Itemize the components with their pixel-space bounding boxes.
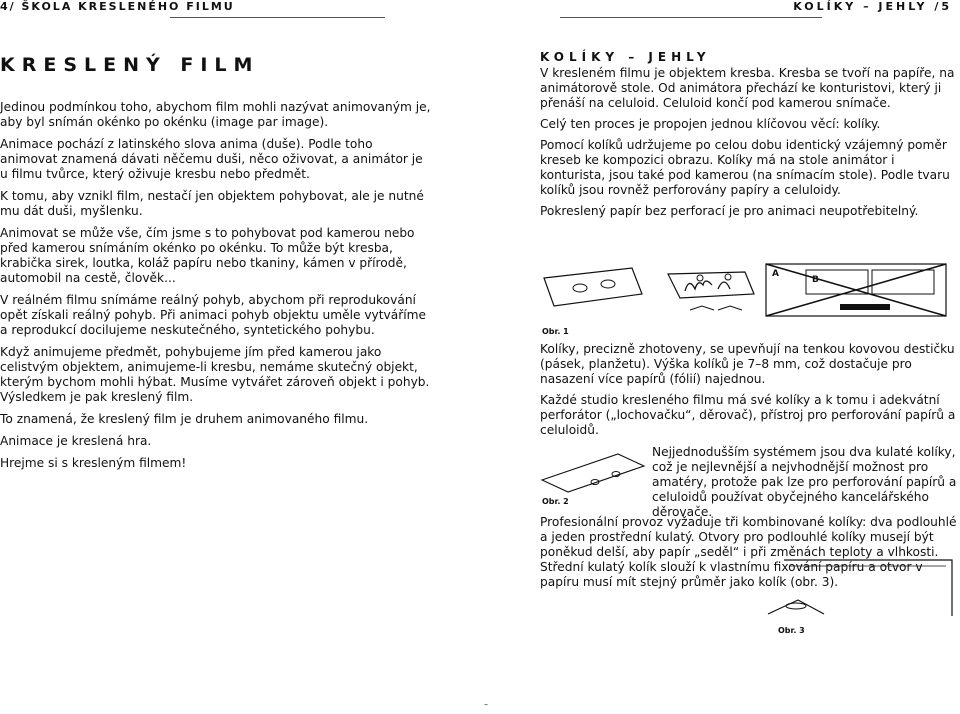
figure-1-peg-bar [540,258,960,322]
paragraph: Pokreslený papír bez perforací je pro animaci neupotřebitelný. [540,204,919,218]
left-running-header: 4/ ŠKOLA KRESLENÉHO FILMU [0,0,235,13]
figure-1-caption: Obr. 1 [542,327,569,336]
paragraph: Každé studio kresleného filmu má své kolíky a k tomu i adekvátní perforátor („lochovačku“, děrovač), přístroj pro perforování papírů a celuloidů. [540,393,956,437]
right-page-body [540,66,960,225]
figure-3-combined-pegs [764,556,960,620]
paragraph: Animovat se může vše, čím jsme s to pohybovat pod kamerou nebo před kamerou snímáním okénko po okénku. To může být kresba, krabička sirek, loutka, koláž papíru nebo tkaniny, kámen v přírodě, automobil na cestě, člověk... [0,226,415,285]
paragraph: To znamená, že kreslený film je druhem animovaného filmu. [0,412,369,426]
paragraph: Animace je kreslená hra. [0,434,152,448]
page-mark: – [484,700,488,709]
header-rule-left [170,17,385,18]
left-page-body [0,100,432,478]
paragraph: Jedinou podmínkou toho, abychom film mohli nazývat animovaným je, aby byl snímán okénko po okénku (image par image). [0,100,431,129]
paragraph: V kresleném filmu je objektem kresba. Kresba se tvoří na papíře, na animátorově stole. Od animátora přechází ke konturistovi, který ji přenáší na celuloid. Celuloid končí pod kamerou snímače. [540,66,955,110]
paragraph: Animace pochází z latinského slova anima (duše). Podle toho animovat znamená dávati něčemu duši, něco oživovat, a animátor je u filmu tvůrce, který oživuje kresbu nebo předmět. [0,137,423,181]
paragraph: Celý ten proces je propojen jednou klíčovou věcí: kolíky. [540,117,881,131]
paragraph: Kolíky, precizně zhotoveny, se upevňují na tenkou kovovou destičku (pásek, planžetu). Výška kolíků je 7–8 mm, což dostačuje pro nasazení více papírů (fólií) najednou. [540,342,955,386]
paragraph: Když animujeme předmět, pohybujeme jím před kamerou jako celistvým objektem, animujeme-li kresbu, nemáme skutečný objekt, kterým bychom mohli hýbat. Musíme vytvářet zároveň objekt i pohyb. Výsledkem je pak kreslený film. [0,345,430,404]
right-page-title: KOLÍKY – JEHLY [540,50,711,64]
header-rule-right [560,17,822,18]
paragraph: K tomu, aby vznikl film, nestačí jen objektem pohybovat, ale je nutné mu dát duši, myšlenku. [0,189,424,218]
paragraph: Pomocí kolíků udržujeme po celou dobu identický vzájemný poměr kreseb ke kompozici obrazu. Kolíky má na stole animátor i konturista, jsou také pod kamerou (na snímacím stole). Podle tvaru kolíků jsou rovněž perforovány papíry a celuloidy. [540,138,950,197]
figure-1-label-b: B [812,275,819,285]
right-page-body-continued [540,342,960,444]
figure-2-caption: Obr. 2 [542,497,569,506]
left-page-title: KRESLENÝ FILM [0,54,260,76]
professional-text: Profesionální provoz vyžaduje tři kombinované kolíky: dva podlouhlé a jeden prostřední kulatý. Otvory pro podlouhlé kolíky musejí být poněkud delší, aby papír „seděl“ i při změnách teploty a vlhkosti. Střední kulatý kolík slouží k vlastnímu fixování papíru a otvor v papíru musí mít stejný průměr jako kolík (obr. 3). [540,515,957,589]
figure-1-label-a: A [772,269,779,279]
figure-2-text: Nejjednodušším systémem jsou dva kulaté kolíky, což je nejlevnější a nejvhodnější možnost pro amatéry, protože pak lze pro perforování papírů a celuloidů používat obyčejného kancelářského děrovače. [652,445,957,519]
figure-3-caption: Obr. 3 [778,626,805,635]
paragraph: Hrejme si s kresleným filmem! [0,456,187,470]
paragraph: V reálném filmu snímáme reálný pohyb, abychom při reprodukování opět získali reálný pohyb. Při animaci pohyb objektu uměle vytváříme a reprodukcí docilujeme neskutečného, syntetického pohybu. [0,293,426,337]
figure-2-round-pegs [540,452,646,494]
right-running-header: KOLÍKY – JEHLY /5 [793,0,952,13]
